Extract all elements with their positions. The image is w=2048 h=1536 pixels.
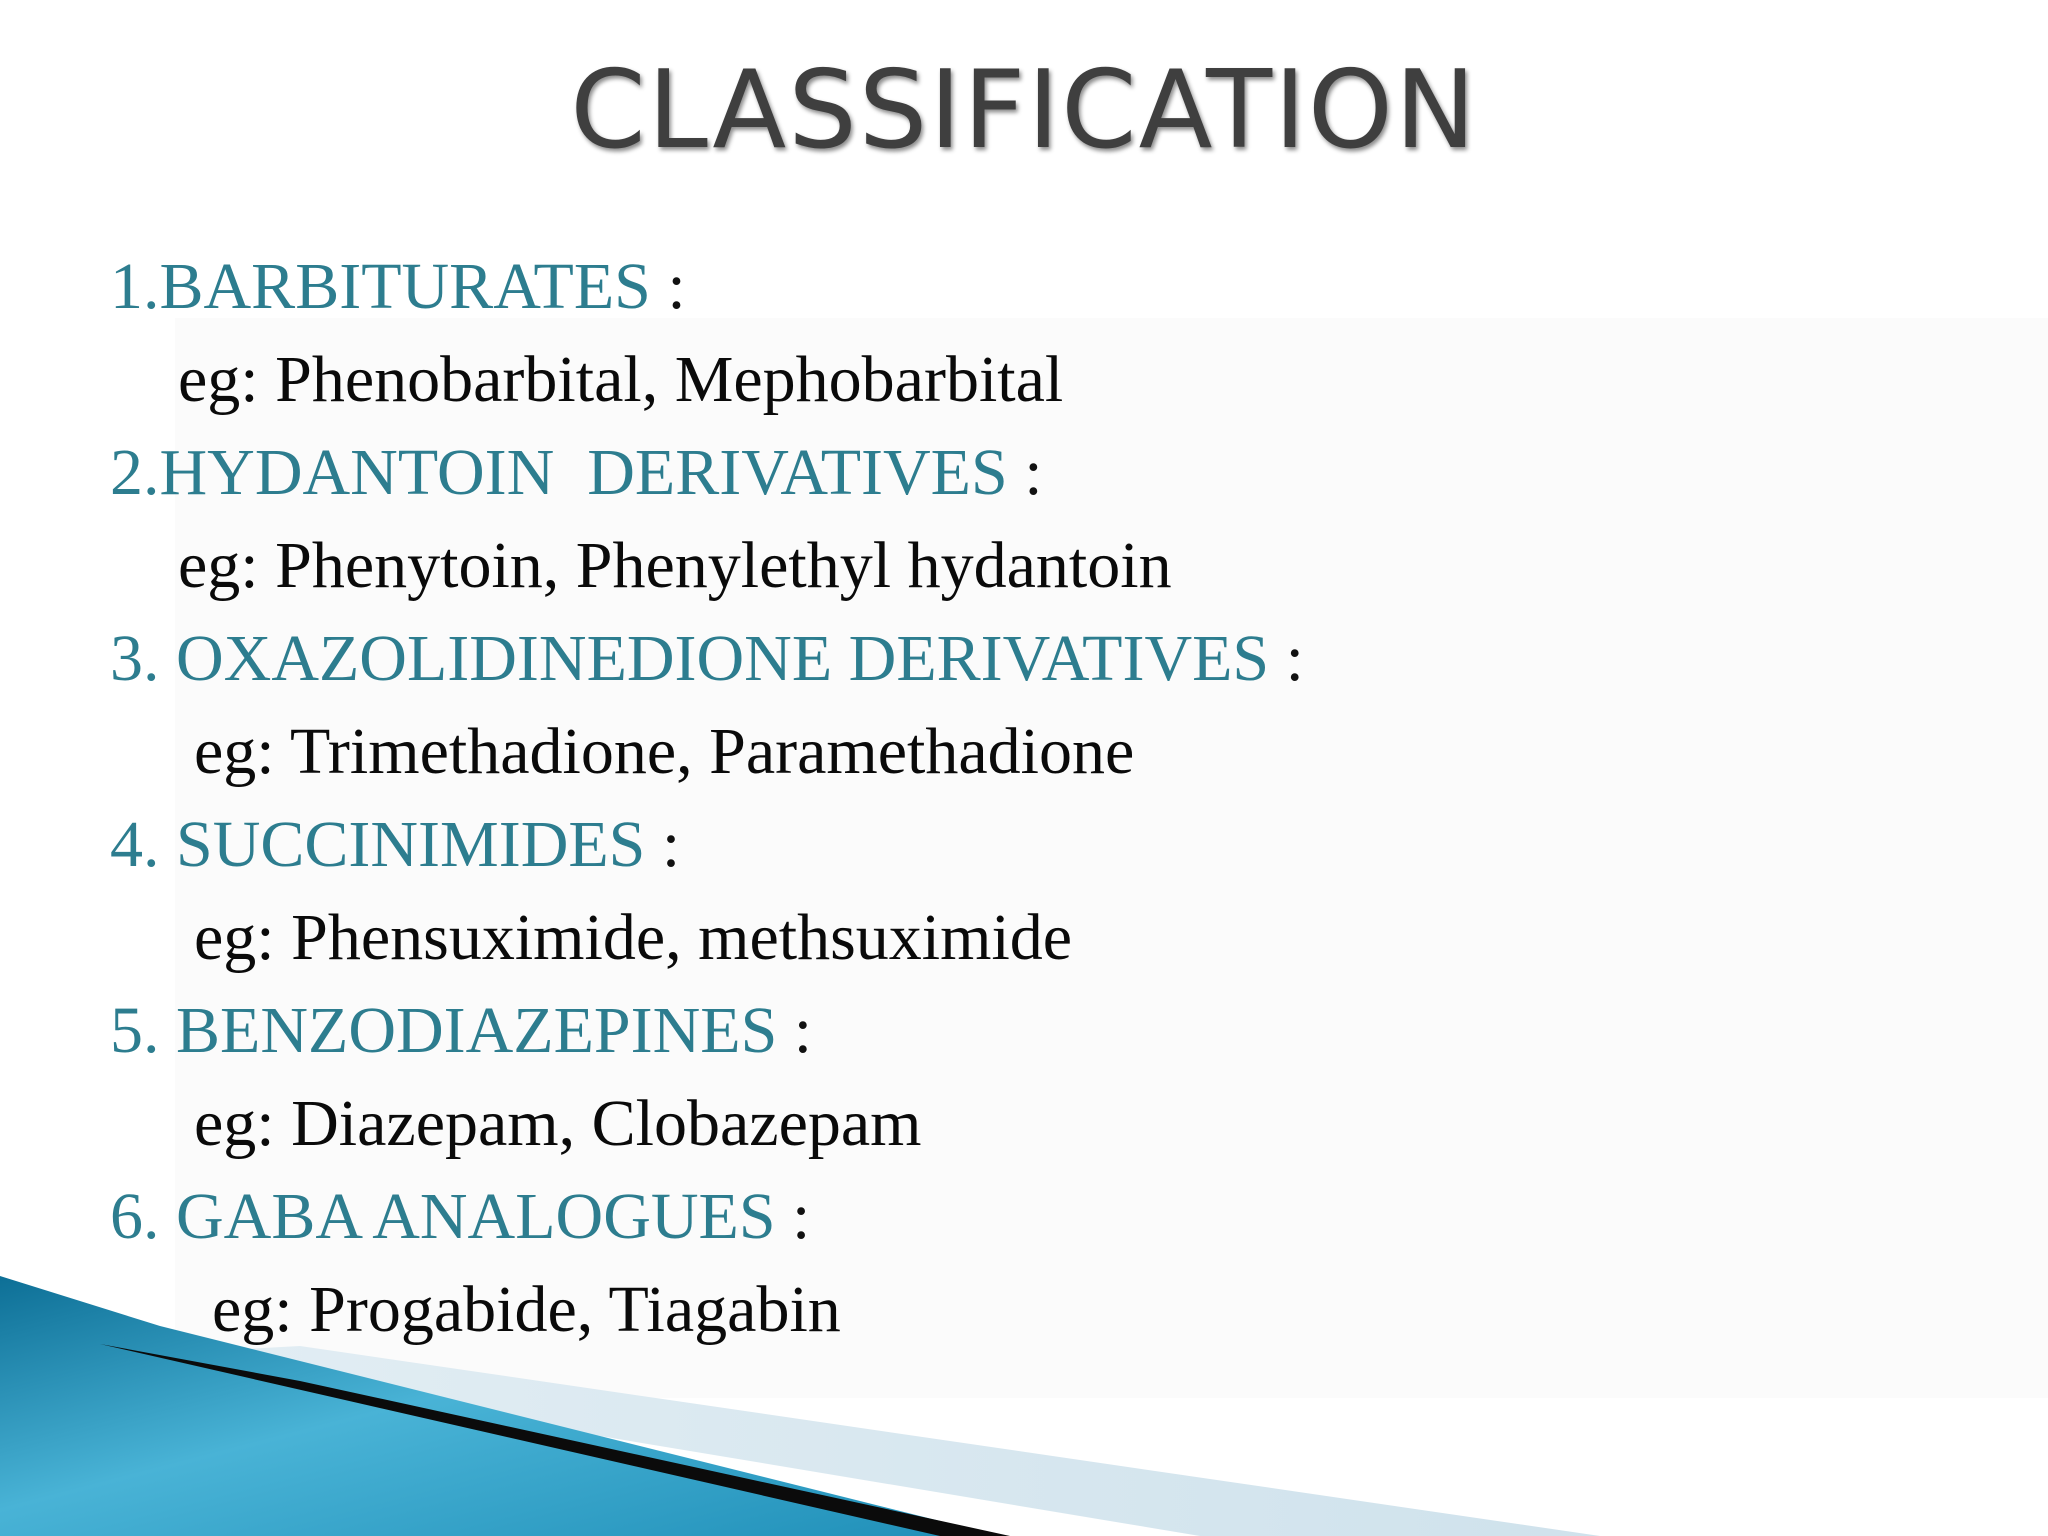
classification-list: [110, 240, 1810, 1356]
class-heading: [110, 426, 1810, 519]
class-heading-text: 2.HYDANTOIN DERIVATIVES: [110, 436, 1008, 509]
class-examples: eg: Phenytoin, Phenylethyl hydantoin: [178, 529, 1172, 602]
class-heading: [110, 612, 1810, 705]
class-heading: [110, 798, 1810, 891]
class-heading-colon: :: [1269, 622, 1304, 695]
class-heading-text: 4. SUCCINIMIDES: [110, 808, 646, 881]
class-heading-colon: :: [650, 250, 686, 323]
class-heading: [110, 1170, 1810, 1263]
class-heading: [110, 240, 1810, 333]
decorative-wave: [0, 1276, 2048, 1536]
class-heading-colon: :: [775, 1180, 811, 1253]
class-examples: eg: Trimethadione, Paramethadione: [194, 715, 1135, 788]
class-heading-text: 3. OXAZOLIDINEDIONE DERIVATIVES: [110, 622, 1270, 695]
class-examples: eg: Progabide, Tiagabin: [212, 1273, 841, 1346]
class-heading-colon: :: [645, 808, 681, 881]
class-heading: [110, 984, 1810, 1077]
class-examples: eg: Phensuximide, methsuximide: [194, 901, 1073, 974]
slide-title: CLASSIFICATION: [570, 48, 1478, 173]
class-heading-text: 1.BARBITURATES: [110, 250, 651, 323]
class-heading-text: 6. GABA ANALOGUES: [110, 1180, 776, 1253]
class-examples: eg: Diazepam, Clobazepam: [194, 1087, 922, 1160]
class-examples: eg: Phenobarbital, Mephobarbital: [178, 343, 1064, 416]
class-heading-text: 5. BENZODIAZEPINES: [110, 994, 778, 1067]
class-heading-colon: :: [777, 994, 813, 1067]
class-heading-colon: :: [1007, 436, 1043, 509]
